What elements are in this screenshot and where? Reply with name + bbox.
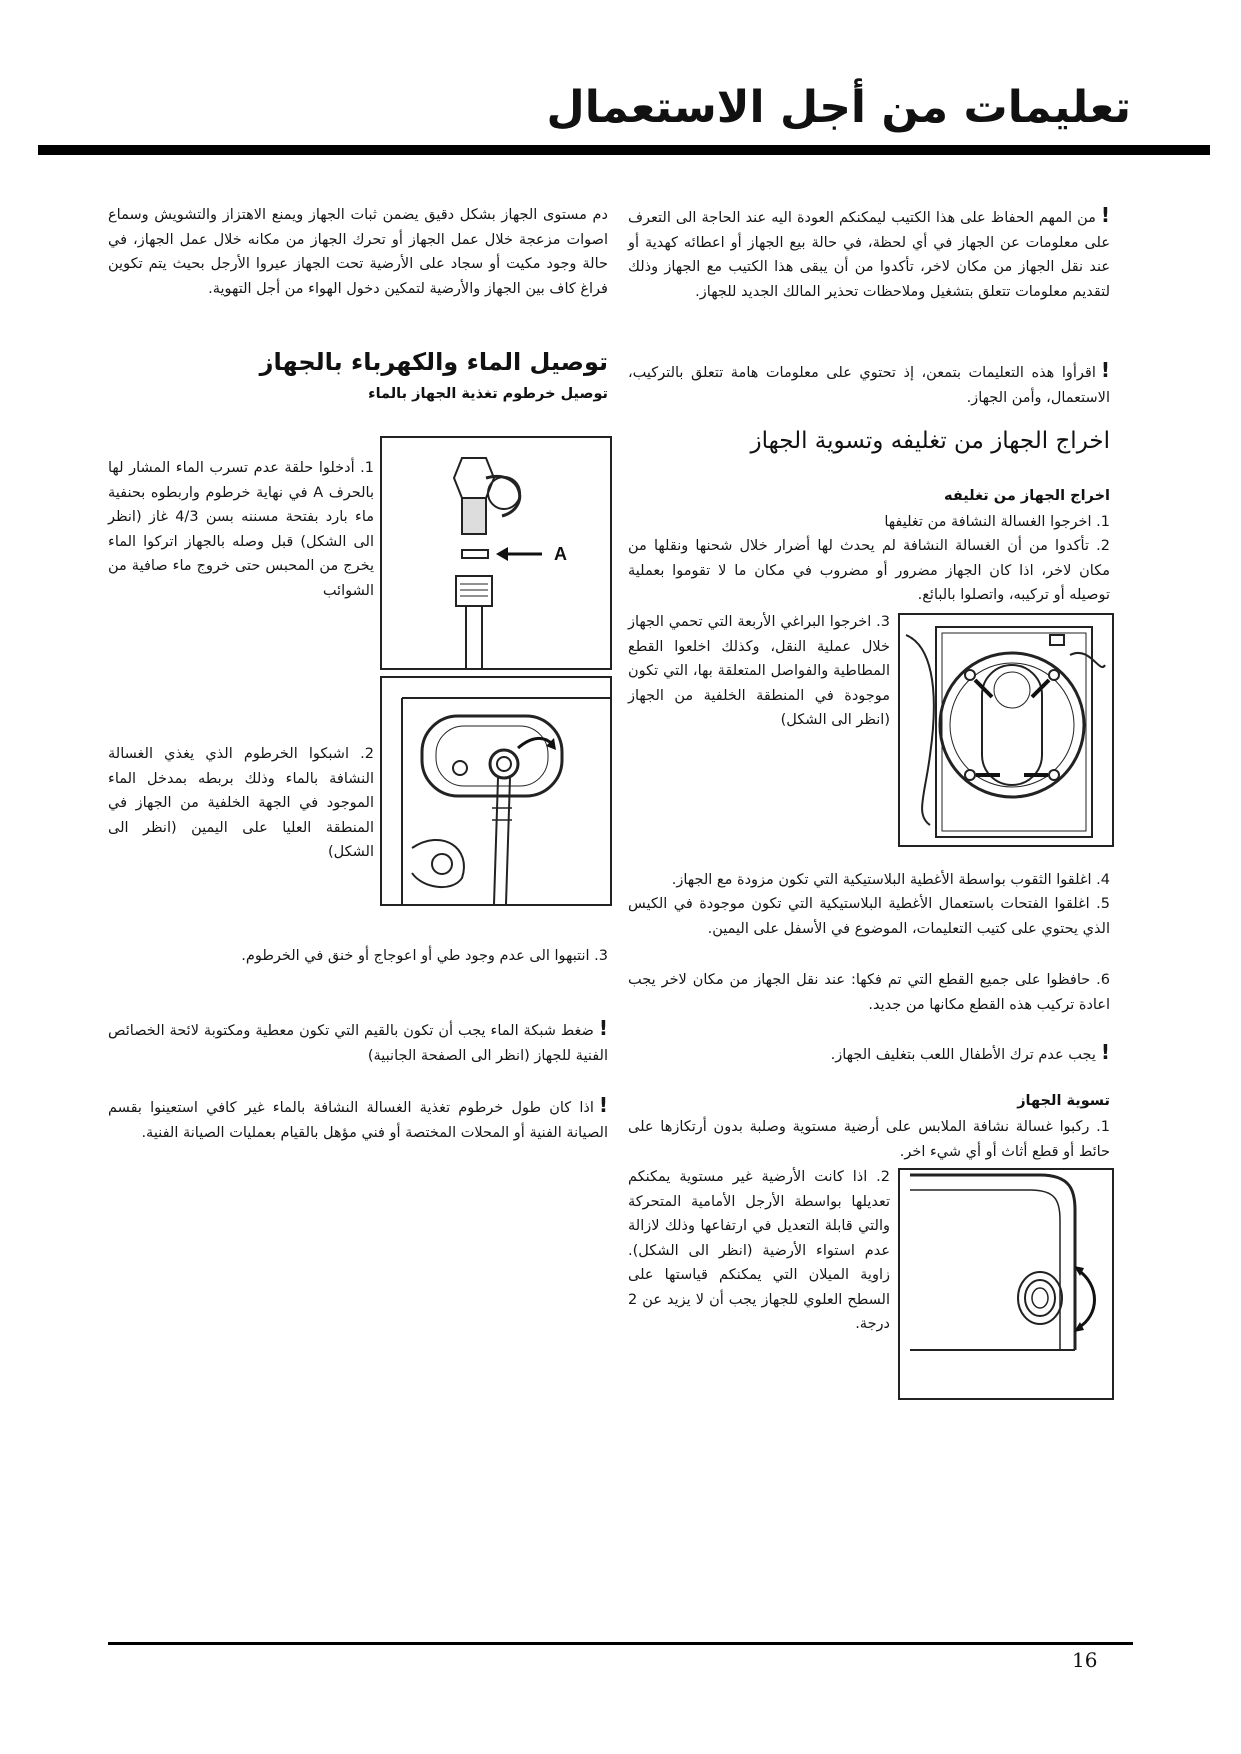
- warning-icon: !: [598, 1093, 608, 1117]
- connect-step-2: 2. اشبكوا الخرطوم الذي يغذي الغسالة النشافة بالماء وذلك بربطه بمدخل الماء الموجود في الجهة الخلفية من الجهاز في المنطقة العليا على اليمين (انظر الى الشكل): [108, 746, 374, 860]
- unpack-subtitle: اخراج الجهاز من تغليفه: [944, 488, 1110, 504]
- section-connect-title: توصيل الماء والكهرباء بالجهاز: [259, 348, 608, 376]
- connect-subtitle: توصيل خرطوم تغذية الجهاز بالماء: [368, 386, 608, 402]
- warning-icon: !: [1100, 358, 1110, 382]
- washer-back-drawing: [900, 615, 1112, 845]
- connect-step-1: 1. أدخلوا حلقة عدم تسرب الماء المشار لها بالحرف A في نهاية خرطوم واربطوه بحنفية ماء بارد بفتحة مسننه بسن 4/3 غاز (انظر الى الشكل) قبل وصله بالجهاز اتركوا الماء يخرج من المحبس حتى خروج ماء صافية من الشوائب: [108, 460, 375, 599]
- footer-rule: [108, 1642, 1133, 1645]
- hose-drawing: [382, 438, 610, 668]
- unpack-step-3: 3. اخرجوا البراغي الأربعة التي تحمي الجهاز خلال عملية النقل، وكذلك اخلعوا القطع المطاطية والفواصل المتعلقة بها، التي تكون موجودة في المنطقة الخلفية من الجهاز (انظر الى الشكل): [628, 614, 890, 728]
- page-title: تعليمات من أجل الاستعمال: [546, 82, 1131, 133]
- foot-drawing: [900, 1170, 1112, 1398]
- unpack-step-5: 5. اغلقوا الفتحات باستعمال الأغطية البلاستيكية التي تكون موجودة في الكيس الذي يحتوي على كتيب التعليمات، الموضوع في الأسفل على اليمين.: [628, 896, 1110, 937]
- warning-icon: !: [1100, 1040, 1110, 1064]
- warning-icon: !: [1100, 203, 1110, 227]
- unpack-step-6: 6. حافظوا على جميع القطع التي تم فكها: عند نقل الجهاز من مكان لاخر يجب اعادة تركيب هذه القطع مكانها من جديد.: [628, 972, 1110, 1013]
- inlet-drawing: [382, 678, 610, 904]
- figure-label-a: A: [554, 544, 567, 564]
- figure-hose-inlet: [380, 676, 612, 906]
- header-rule: [38, 145, 1210, 155]
- figure-adjustable-foot: [898, 1168, 1114, 1400]
- figure-transport-bolts: [898, 613, 1114, 847]
- level-step-2: 2. اذا كانت الأرضية غير مستوية يمكنكم تعديلها بواسطة الأرجل الأمامية المتحركة والتي قابلة التعديل في ارتفاعها وذلك لازالة عدم استواء الأرضية (انظر الى الشكل). زاوية الميلان التي يمكنكم قياستها على السطح العلوي للجهاز يجب أن لا يزيد عن 2 درجة.: [628, 1169, 890, 1332]
- level-step-1: 1. ركبوا غسالة نشافة الملابس على أرضية مستوية وصلبة بدون أرتكازها على حائط أو قطع أثاث أو أي شيء اخر.: [628, 1119, 1110, 1160]
- connect-step-3: 3. انتبهوا الى عدم وجود طي أو اعوجاج أو خنق في الخرطوم.: [241, 948, 608, 964]
- leveling-continued: دم مستوى الجهاز بشكل دقيق يضمن ثبات الجهاز ويمنع الاهتزاز والتشويش وسماع اصوات مزعجة خلال عمل الجهاز أو تحرك الجهاز من مكانه خلال عمل الجهاز، في حالة وجود مكيت أو سجاد على الأرضية تحت الجهاز عيروا الأرجل بحيث يتم تكوين فراغ كاف بين الجهاز والأرضية لتمكين دخول الهواء من أجل التهوية.: [108, 207, 608, 297]
- leveling-title: تسوية الجهاز: [1017, 1093, 1110, 1109]
- unpack-step-1: 1. اخرجوا الغسالة النشافة من تغليفها: [884, 514, 1110, 530]
- intro-paragraph-2: !اقرأوا هذه التعليمات بتمعن، إذ تحتوي على معلومات هامة تتعلق بالتركيب، الاستعمال، وأمن الجهاز.: [628, 358, 1110, 406]
- warning-pressure: !ضغط شبكة الماء يجب أن تكون بالقيم التي تكون معطية ومكتوبة لائحة الخصائص الفنية للجهاز (انظر الى الصفحة الجانبية): [108, 1016, 608, 1064]
- page-number: 16: [1072, 1648, 1098, 1672]
- section-unpack-title: اخراج الجهاز من تغليفه وتسوية الجهاز: [750, 428, 1110, 454]
- unpack-step-4: 4. اغلقوا الثقوب بواسطة الأغطية البلاستيكية التي تكون مزودة مع الجهاز.: [671, 872, 1110, 888]
- warning-hose-length: !اذا كان طول خرطوم تغذية الغسالة النشافة بالماء غير كافي استعينوا بقسم الصيانة الفنية أو المحلات المختصة أو فني مؤهل بالقيام بعمليات الصيانة الفنية.: [108, 1093, 608, 1141]
- intro-paragraph: !من المهم الحفاظ على هذا الكتيب ليمكنكم العودة اليه عند الحاجة الى التعرف على معلومات عن الجهاز في أي لحظة، في حالة بيع الجهاز أو اعطائه كهدية أو عند نقل الجهاز من مكان لاخر، تأكدوا من أن يبقى هذا الكتيب مع الجهاز وذلك لتقديم معلومات تتعلق بتشغيل وملاحظات تحذير المالك الجديد للجهاز.: [628, 203, 1110, 300]
- warning-children: !يجب عدم ترك الأطفال اللعب بتغليف الجهاز.: [830, 1040, 1110, 1064]
- unpack-step-2: 2. تأكدوا من أن الغسالة النشافة لم يحدث لها أضرار خلال شحنها ونقلها من مكان لاخر، اذا كان الجهاز مضرور أو مضروب في مكان ما لا تقوموا بعملية توصيله أو تركيبه، واتصلوا بالبائع.: [628, 538, 1110, 603]
- warning-icon: !: [598, 1016, 608, 1040]
- figure-hose-connection: [380, 436, 612, 670]
